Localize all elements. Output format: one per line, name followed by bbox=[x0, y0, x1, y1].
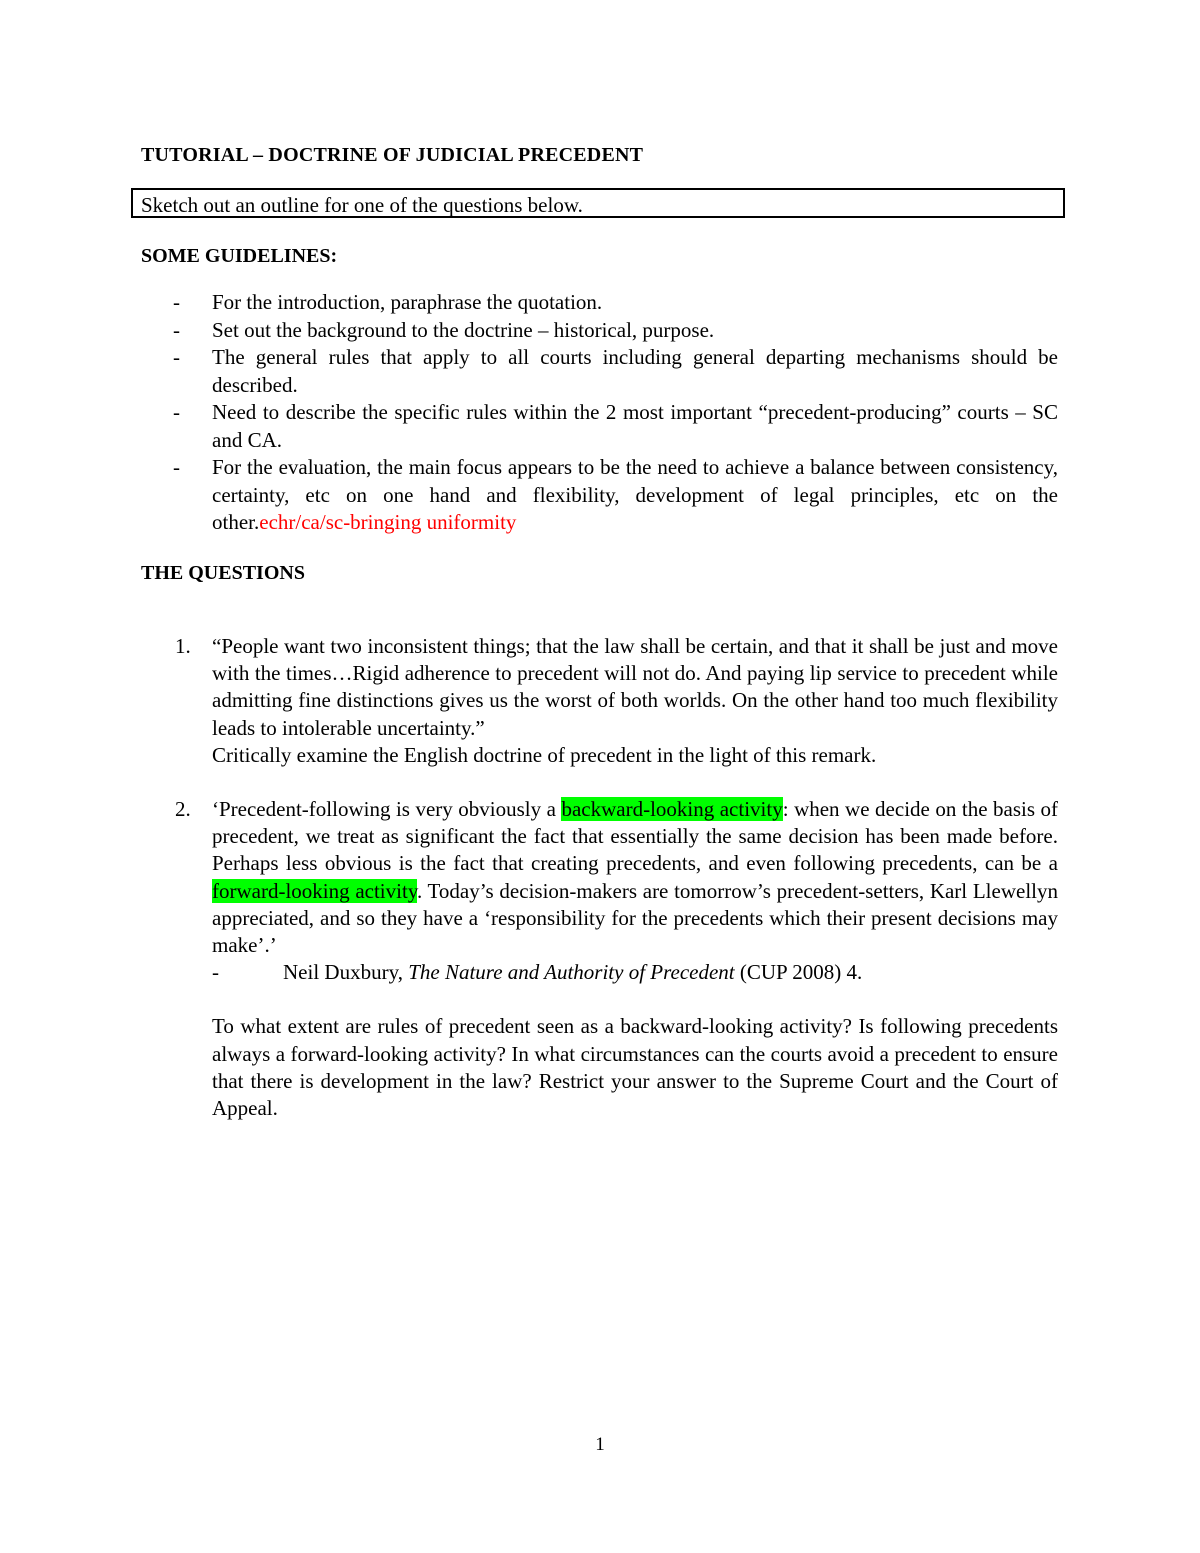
bullet-dash: - bbox=[173, 400, 180, 424]
list-item bbox=[141, 399, 1058, 454]
guideline-text: For the evaluation, the main focus appears to be the need to achieve a balance between consistency, certainty, etc on one hand and flexibility, development of legal principles, etc on the other. bbox=[212, 455, 1058, 534]
list-item bbox=[141, 344, 1058, 399]
guidelines-heading: SOME GUIDELINES: bbox=[141, 245, 338, 267]
question-item bbox=[141, 796, 1058, 1122]
attribution-citation: (CUP 2008) 4. bbox=[734, 960, 863, 985]
list-item bbox=[141, 317, 1058, 345]
instruction-box: Sketch out an outline for one of the questions below. bbox=[131, 188, 1065, 218]
questions-list-2 bbox=[141, 796, 1058, 1122]
guidelines-list bbox=[141, 289, 1058, 537]
guideline-text: Need to describe the specific rules within the 2 most important “precedent-producing” courts – SC and CA. bbox=[212, 400, 1058, 452]
guideline-text: The general rules that apply to all courts including general departing mechanisms should be described. bbox=[212, 345, 1058, 397]
page-number: 1 bbox=[595, 1434, 605, 1455]
questions-heading: THE QUESTIONS bbox=[141, 562, 305, 584]
attribution-dash: - bbox=[212, 960, 219, 985]
book-title: The Nature and Authority of Precedent bbox=[408, 960, 735, 985]
highlighted-phrase: backward-looking activity bbox=[561, 797, 783, 821]
quote-attribution bbox=[212, 959, 1058, 986]
red-annotation: echr/ca/sc-bringing uniformity bbox=[259, 510, 517, 534]
questions-list-1 bbox=[141, 633, 1058, 769]
question-quote: “People want two inconsistent things; that the law shall be certain, and that it shall be just and move with the times…Rigid adherence to precedent will not do. And paying lip service to precedent while admitting fine distinctions gives us the worst of both worlds. On the other hand too much flexibility leads to intolerable uncertainty.” bbox=[212, 634, 1058, 740]
list-item bbox=[141, 454, 1058, 537]
bullet-dash: - bbox=[173, 345, 180, 369]
quote-text: : when we decide on the basis of precedent, we treat as significant the fact that essentially the same decision has been made before. Perhaps less obvious is the fact that creating precedents, and even following precedents, can be a bbox=[212, 797, 1059, 876]
guideline-text: Set out the background to the doctrine – historical, purpose. bbox=[212, 317, 715, 342]
bullet-dash: - bbox=[173, 317, 180, 342]
quote-text: ‘Precedent-following is very obviously a bbox=[212, 797, 562, 821]
document-title: TUTORIAL – DOCTRINE OF JUDICIAL PRECEDENT bbox=[141, 144, 644, 166]
question-number: 2. bbox=[175, 797, 191, 821]
quote-text: . Today’s decision-makers are tomorrow’s precedent-setters, Karl Llewellyn appreciated, and so they have a ‘responsibility for the precedents which their present decisions may make’.’ bbox=[212, 878, 1058, 958]
question-task: To what extent are rules of precedent seen as a backward-looking activity? Is following precedents always a forward-looking activity? In what circumstances can the courts avoid a precedent to ensure that there is development in the law? Restrict your answer to the Supreme Court and the Court of Appeal. bbox=[212, 1014, 1058, 1121]
bullet-dash: - bbox=[173, 455, 180, 479]
list-item bbox=[141, 289, 1058, 317]
spacer bbox=[212, 986, 1058, 1013]
question-number: 1. bbox=[175, 634, 191, 658]
highlighted-phrase: forward-looking activity bbox=[212, 878, 417, 903]
guideline-text: For the introduction, paraphrase the quotation. bbox=[212, 290, 603, 314]
bullet-dash: - bbox=[173, 290, 180, 314]
question-task: Critically examine the English doctrine of precedent in the light of this remark. bbox=[212, 742, 877, 767]
question-item bbox=[141, 633, 1058, 769]
attribution-author: Neil Duxbury, bbox=[283, 960, 409, 985]
